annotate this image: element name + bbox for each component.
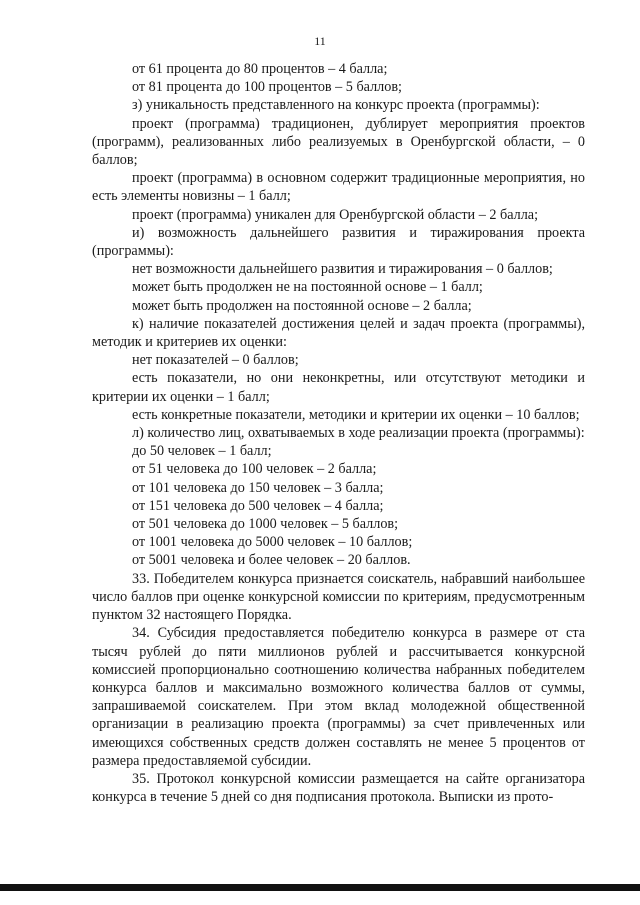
paragraph: от 81 процента до 100 процентов – 5 баллов;	[132, 79, 402, 96]
paragraph: до 50 человек – 1 балл;	[132, 443, 272, 460]
page-number: 11	[314, 34, 326, 48]
paragraph: есть показатели, но они неконкретны, или отсутствуют методики и критерии их оценки – 1 балл;	[92, 370, 585, 405]
paragraph: может быть продолжен на постоянной основе – 2 балла;	[132, 297, 472, 314]
paragraph: проект (программа) уникален для Оренбургской области – 2 балла;	[132, 206, 539, 223]
paragraph: есть конкретные показатели, методики и критерии их оценки – 10 баллов;	[132, 406, 580, 423]
paragraph: нет показателей – 0 баллов;	[132, 352, 299, 369]
document-body	[92, 60, 585, 806]
paragraph: от 5001 человека и более человек – 20 баллов.	[132, 552, 411, 569]
paragraph: может быть продолжен не на постоянной основе – 1 балл;	[132, 279, 483, 296]
paragraph: от 101 человека до 150 человек – 3 балла;	[132, 479, 384, 496]
paragraph: нет возможности дальнейшего развития и тиражирования – 0 баллов;	[132, 261, 553, 278]
paragraph: от 151 человека до 500 человек – 4 балла;	[132, 497, 384, 514]
scan-edge-bar	[0, 884, 640, 891]
paragraph: з) уникальность представленного на конкурс проекта (программы):	[132, 97, 540, 114]
paragraph: 33. Победителем конкурса признается соискатель, набравший наибольшее число баллов при оценке конкурсной комиссии по критериям, предусмотренным пунктом 32 настоящего Порядка.	[92, 570, 585, 624]
paragraph: 34. Субсидия предоставляется победителю конкурса в размере от ста тысяч рублей до пяти миллионов рублей и рассчитывается конкурсной комиссией пропорционально соотношению количества набранных победителем конкурса баллов и максимально возможного количества баллов от суммы, запрашиваемой соискателем. При этом вклад молодежной общественной организации в реализацию проекта (программы) за счет привлеченных или имеющихся собственных средств должен составлять не менее 5 процентов от размера предоставляемой субсидии.	[92, 625, 585, 769]
paragraph: к) наличие показателей достижения целей и задач проекта (программы), методик и критериев их оценки:	[92, 315, 585, 351]
paragraph: л) количество лиц, охватываемых в ходе реализации проекта (программы):	[132, 425, 585, 442]
paragraph: проект (программа) в основном содержит традиционные мероприятия, но есть элементы новизны – 1 балл;	[92, 170, 585, 205]
paragraph: от 51 человека до 100 человек – 2 балла;	[132, 461, 377, 478]
paragraph: и) возможность дальнейшего развития и тиражирования проекта (программы):	[92, 224, 585, 260]
paragraph: 35. Протокол конкурсной комиссии размещается на сайте организатора конкурса в течение 5 дней со дня подписания протокола. Выписки из прото-	[92, 770, 585, 806]
paragraph: от 61 процента до 80 процентов – 4 балла;	[132, 61, 388, 77]
paragraph: от 1001 человека до 5000 человек – 10 баллов;	[132, 534, 413, 551]
paragraph: от 501 человека до 1000 человек – 5 баллов;	[132, 516, 399, 533]
paragraph: проект (программа) традиционен, дублирует мероприятия проектов (программ), реализованных либо реализуемых в Оренбургской области, – 0 баллов;	[92, 115, 585, 169]
